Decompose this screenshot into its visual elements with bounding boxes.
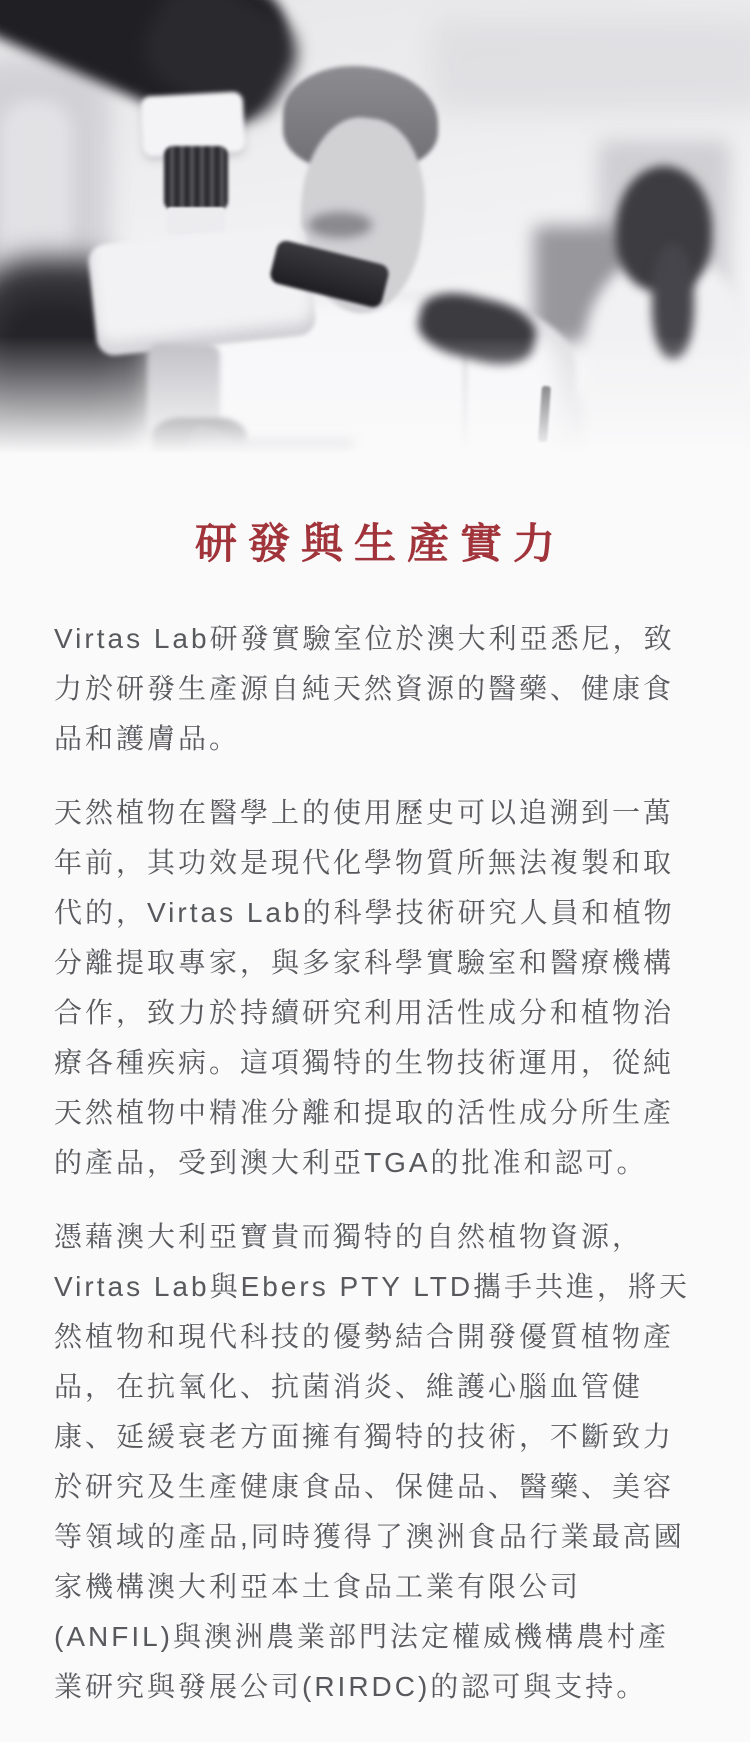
- hero-photo: [0, 0, 750, 470]
- section-body: [0, 568, 750, 1742]
- section-title: 研發與生產實力: [194, 520, 566, 567]
- microscope-spacer: [167, 207, 225, 235]
- microscope-knurled-ring: [164, 146, 228, 210]
- paragraph-partnership: 憑藉澳大利亞寶貴而獨特的自然植物資源，Virtas Lab與Ebers PTY LTD攜手共進，將天然植物和現代科技的優勢結合開發優質植物產品，在抗氧化、抗菌消炎、維護心腦血管健康、延緩衰老方面擁有獨特的技術，不斷致力於研究及生產健康食品、保健品、醫藥、美容等領域的產品,同時獲得了澳洲食品行業最高國家機構澳大利亞本土食品工業有限公司(ANFIL)與澳洲農業部門法定權威機構農村產業研究與發展公司(RIRDC)的認可與支持。: [54, 1221, 691, 1702]
- photo-bottom-fade: [0, 336, 750, 470]
- paragraph-history: 天然植物在醫學上的使用歷史可以追溯到一萬年前，其功效是現代化學物質所無法複製和取代的，Virtas Lab的科學技術研究人員和植物分離提取專家，與多家科學實驗室和醫療機構合作，致力於持續研究利用活性成分和植物治療各種疾病。這項獨特的生物技術運用，從純天然植物中精准分離和提取的活性成分所生產的產品，受到澳大利亞TGA的批准和認可。: [54, 797, 675, 1178]
- scientist-brow-shadow: [308, 212, 372, 238]
- background-wall-band: [430, 18, 750, 113]
- paragraph-intro: Virtas Lab研發實驗室位於澳大利亞悉尼，致力於研發生產源自純天然資源的醫藥、健康食品和護膚品。: [54, 623, 675, 754]
